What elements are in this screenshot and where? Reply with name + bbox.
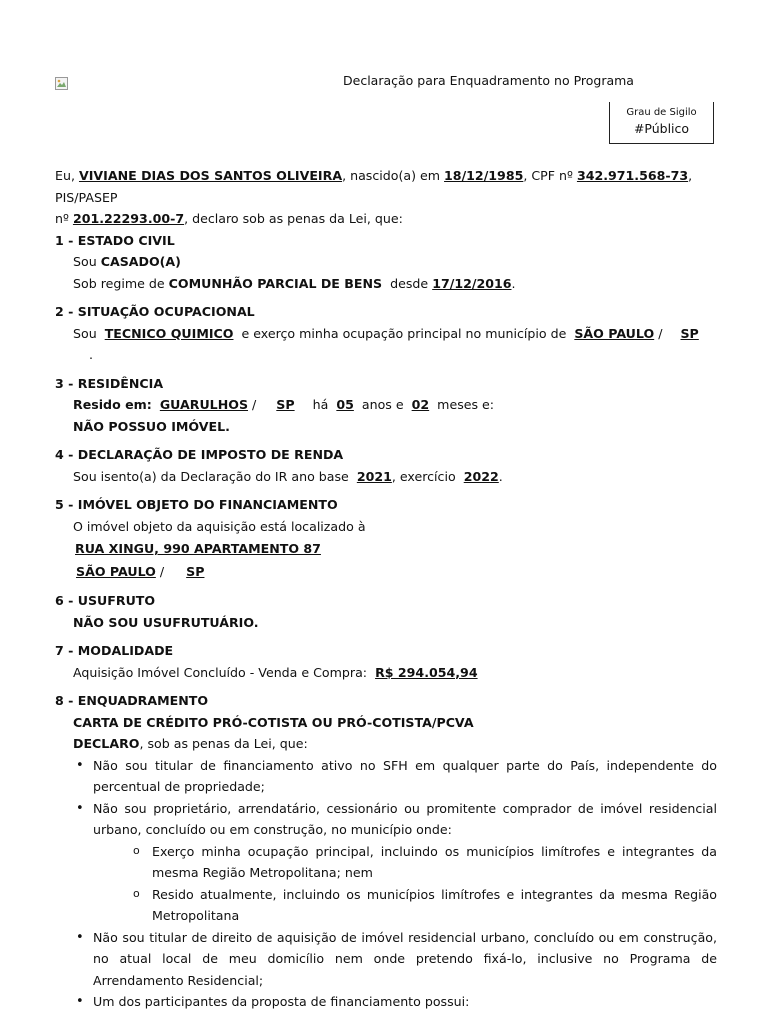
section-heading: 3 - RESIDÊNCIA — [55, 375, 164, 391]
residence-years: 05 — [336, 397, 354, 412]
work-city: SÃO PAULO — [574, 325, 655, 341]
property-status: NÃO POSSUO IMÓVEL. — [73, 418, 230, 434]
section-imposto-renda: 4 - DECLARAÇÃO DE IMPOSTO DE RENDA Sou isento(a) da Declaração do IR ano base 2021, exercício 2022. — [55, 444, 717, 487]
section-heading: 5 - IMÓVEL OBJETO DO FINANCIAMENTO — [55, 497, 338, 512]
property-state: SP — [186, 563, 205, 579]
section-estado-civil: 1 - ESTADO CIVIL Sou CASADO(A) Sob regime de COMUNHÃO PARCIAL DE BENS desde 17/12/2016. — [55, 230, 717, 295]
exercise-year: 2022 — [463, 468, 499, 484]
residence-months: 02 — [411, 397, 430, 412]
property-address: RUA XINGU, 990 APARTAMENTO 87 — [75, 541, 321, 556]
section-heading: 2 - SITUAÇÃO OCUPACIONAL — [55, 304, 255, 319]
purchase-value: R$ 294.054,94 — [375, 664, 478, 680]
section-heading: 6 - USUFRUTO — [55, 593, 156, 608]
section-residencia: 3 - RESIDÊNCIA Resido em: GUARULHOS / SP há 05 anos e 02 meses e: NÃO POSSUO IMÓVEL. — [55, 373, 717, 438]
section-modalidade: 7 - MODALIDADE Aquisição Imóvel Concluído - Venda e Compra: R$ 294.054,94 — [55, 640, 717, 683]
section-heading: 8 - ENQUADRAMENTO — [55, 693, 209, 708]
declaration-list — [55, 755, 717, 1013]
work-state: SP — [680, 325, 699, 341]
residence-state: SP — [276, 397, 295, 412]
intro-paragraph: Eu, VIVIANE DIAS DOS SANTOS OLIVEIRA, nascido(a) em 18/12/1985, CPF nº 342.971.568-73, PIS/PASEP nº 201.22293.00-7, declaro sob as penas da Lei, que: — [55, 168, 693, 226]
list-item: • Não sou proprietário, arrendatário, cessionário ou promitente comprador de imóvel residencial urbano, concluído ou em construção, no município onde: — [55, 798, 717, 841]
broken-image-icon — [55, 76, 69, 90]
credit-program: CARTA DE CRÉDITO PRÓ-COTISTA OU PRÓ-COTISTA/PCVA — [73, 714, 474, 730]
residence-city: GUARULHOS — [159, 397, 249, 412]
list-item: o Exerço minha ocupação principal, incluindo os municípios limítrofes e integrantes da mesma Região Metropolitana; nem — [55, 841, 717, 884]
marriage-date: 17/12/2016 — [432, 275, 512, 291]
classification-label: Grau de Sigilo — [626, 107, 697, 118]
occupation: TECNICO QUIMICO — [104, 325, 234, 341]
section-situacao-ocupacional: 2 - SITUAÇÃO OCUPACIONAL Sou TECNICO QUIMICO e exerço minha ocupação principal no município de SÃO PAULO / SP . — [55, 301, 717, 366]
list-item: • Não sou titular de financiamento ativo no SFH em qualquer parte do País, independente do percentual de propriedade; — [55, 755, 717, 798]
declaration-body — [55, 165, 717, 1013]
section-heading: 4 - DECLARAÇÃO DE IMPOSTO DE RENDA — [55, 447, 344, 462]
list-item: • Um dos participantes da proposta de financiamento possui: — [55, 991, 717, 1013]
declarant-name: VIVIANE DIAS DOS SANTOS OLIVEIRA — [78, 168, 343, 183]
base-year: 2021 — [356, 468, 392, 484]
usufruct-status: NÃO SOU USUFRUTUÁRIO. — [73, 614, 259, 630]
section-heading: 1 - ESTADO CIVIL — [55, 232, 175, 248]
section-enquadramento: 8 - ENQUADRAMENTO CARTA DE CRÉDITO PRÓ-COTISTA OU PRÓ-COTISTA/PCVA DECLARO, sob as penas da Lei, que: • Não sou titular de financiamento ativo no SFH em qualquer parte do País, independente do percentual de propriedade; • Não sou proprietário, arrendatário, cessionário ou promitente comprador de imóvel residencial urbano, concluído ou em construção, no município onde: o Exerço minha ocupação principal, incluindo os municípios limítrofes e integrantes da mesma Região Metropolitana; nem o Resido atualmente, incluindo os municípios limítrofes e integrantes da mesma Região Metropolitana • Não sou titular de direito de aquisição de imóvel residencial urbano, concluído ou em construção, no atual local de meu domicílio nem onde pretendo fixá-lo, inclusive no Programa de Arrendamento Residencial; • Um dos participantes da proposta de financiamento possui: — [55, 690, 717, 1013]
section-heading: 7 - MODALIDADE — [55, 643, 174, 658]
marital-status: CASADO(A) — [100, 254, 181, 269]
birth-date: 18/12/1985 — [444, 168, 524, 183]
cpf-number: 342.971.568-73 — [576, 168, 689, 183]
document-title: Declaração para Enquadramento no Programa — [343, 73, 634, 88]
list-item: • Não sou titular de direito de aquisição de imóvel residencial urbano, concluído ou em construção, no atual local de meu domicílio nem onde pretendo fixá-lo, inclusive no Programa de Arrendamento Residencial; — [55, 927, 717, 992]
section-imovel-objeto: 5 - IMÓVEL OBJETO DO FINANCIAMENTO O imóvel objeto da aquisição está localizado à RUA XINGU, 990 APARTAMENTO 87 SÃO PAULO / SP — [55, 494, 717, 582]
classification-value: #Público — [633, 121, 690, 136]
property-regime: COMUNHÃO PARCIAL DE BENS — [168, 275, 383, 291]
property-city: SÃO PAULO — [76, 563, 156, 579]
section-usufruto — [55, 590, 717, 633]
classification-box — [609, 102, 714, 144]
pis-number: 201.22293.00-7 — [72, 211, 185, 226]
list-item: o Resido atualmente, incluindo os municípios limítrofes e integrantes da mesma Região Metropolitana — [55, 884, 717, 927]
